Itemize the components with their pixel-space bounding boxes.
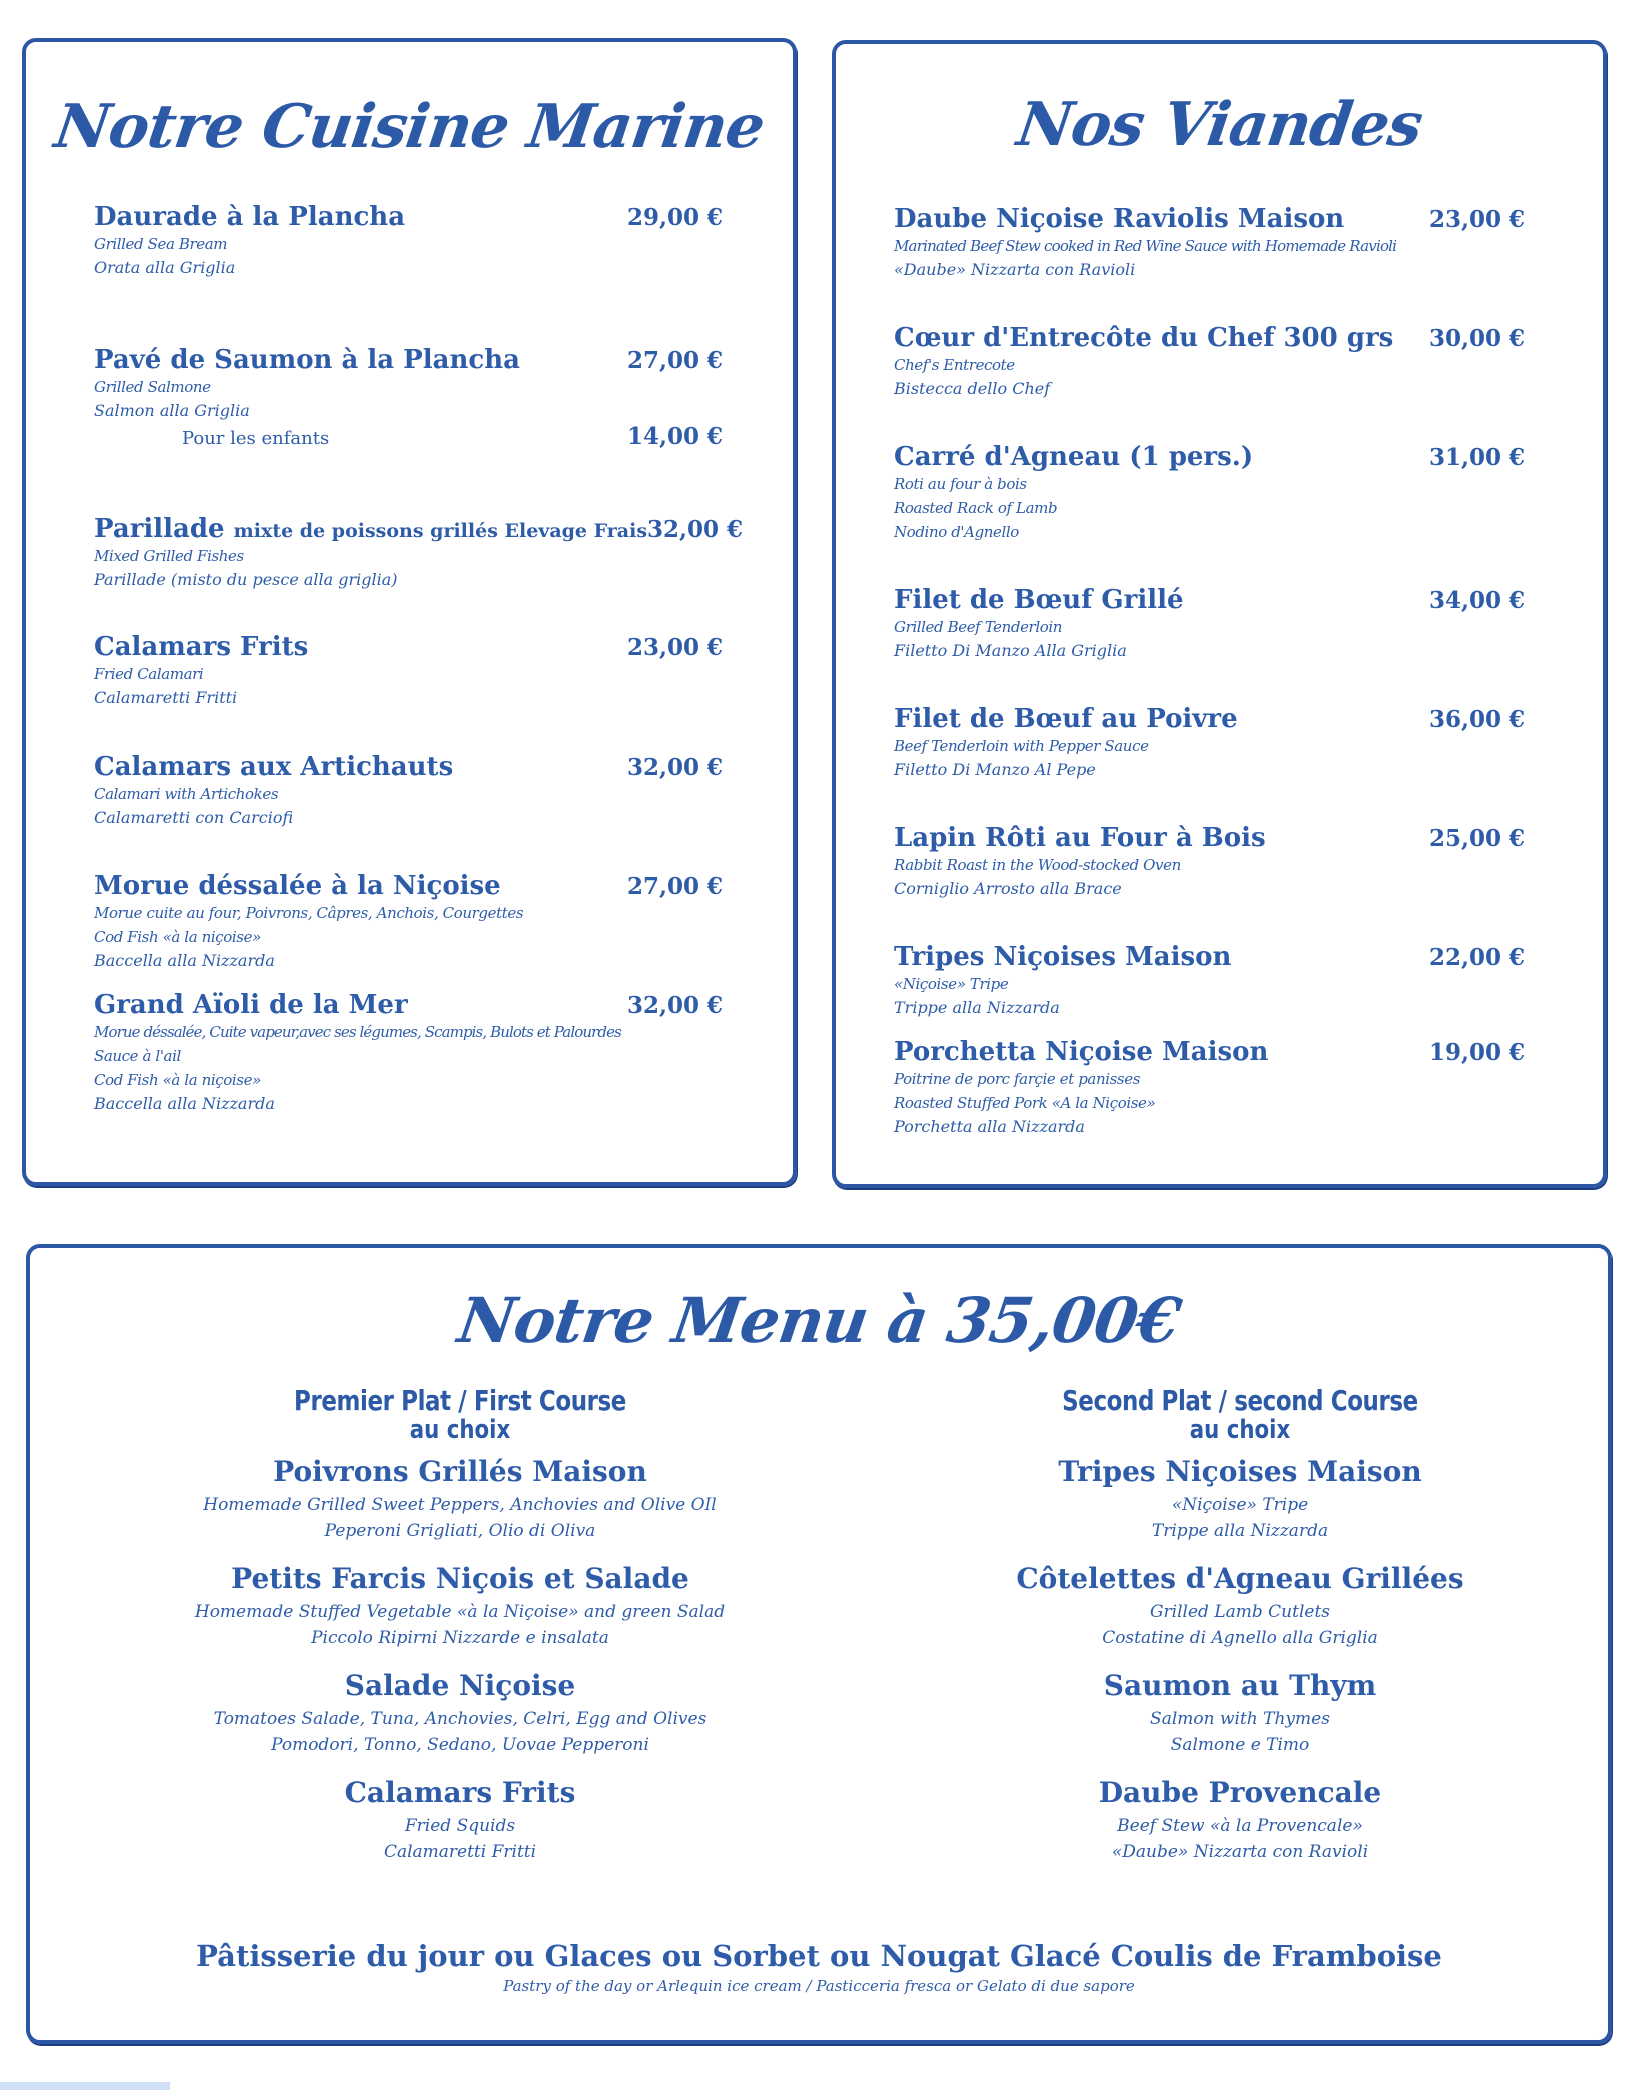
dish-desc-it: Trippe alla Nizzarda	[1151, 1521, 1329, 1541]
item-desc-en: Mixed Grilled Fishes	[94, 547, 244, 565]
dish-name: Poivrons Grillés Maison	[273, 1455, 647, 1488]
menu-item	[894, 942, 1525, 1020]
item-desc-en: Roasted Stuffed Pork «A la Niçoise»	[894, 1094, 1156, 1112]
item-desc-fr: Morue déssalée, Cuite vapeur,avec ses légumes, Scampis, Bulots et Palourdes	[94, 1023, 621, 1041]
dish-desc-en: Homemade Grilled Sweet Peppers, Anchovies and Olive OIl	[203, 1495, 717, 1515]
set-menu-panel	[26, 1244, 1612, 2044]
second-course-column	[910, 1386, 1570, 1880]
kids-price: 14,00 €	[626, 423, 723, 450]
item-desc-it: Filetto Di Manzo Alla Griglia	[894, 641, 1127, 660]
dish-desc-it: «Daube» Nizzarta con Ravioli	[1111, 1842, 1369, 1862]
dish-desc-it: Salmone e Timo	[1170, 1735, 1310, 1755]
dish-desc-it: Peperoni Grigliati, Olio di Oliva	[324, 1521, 596, 1541]
item-price: 27,00 €	[626, 873, 723, 900]
item-name-extra: mixte de poissons grillés Elevage Frais	[233, 520, 648, 542]
item-name: Daurade à la Plancha	[94, 202, 406, 232]
dish-desc-en: «Niçoise» Tripe	[1171, 1495, 1309, 1515]
menu-dish	[910, 1452, 1570, 1559]
item-name: Pavé de Saumon à la Plancha	[94, 345, 520, 375]
item-desc-it: Calamaretti con Carciofi	[94, 808, 294, 827]
item-desc-fr: Poitrine de porc farçie et panisses	[894, 1070, 1140, 1088]
seafood-panel	[22, 38, 797, 1186]
dish-name: Calamars Frits	[344, 1776, 576, 1809]
menu-dish	[110, 1773, 810, 1880]
item-desc-en: Rabbit Roast in the Wood-stocked Oven	[894, 856, 1181, 874]
item-price: 36,00 €	[1428, 706, 1525, 733]
menu-item	[94, 202, 723, 280]
item-desc-en: «Niçoise» Tripe	[894, 975, 1009, 993]
kids-label: Pour les enfants	[182, 428, 330, 449]
dish-desc-en: Tomatoes Salade, Tuna, Anchovies, Celri, Egg and Olives	[213, 1709, 707, 1729]
meats-title: Nos Viandes	[1012, 90, 1427, 160]
item-price: 23,00 €	[626, 634, 723, 661]
menu-dish	[110, 1452, 810, 1559]
item-desc-en: Grilled Salmone	[94, 378, 211, 396]
item-desc-it: Bistecca dello Chef	[894, 379, 1051, 398]
item-desc-it: Baccella alla Nizzarda	[94, 951, 275, 970]
dish-desc-en: Beef Stew «à la Provencale»	[1117, 1816, 1363, 1836]
kids-price-row	[94, 423, 723, 450]
item-name: Cœur d'Entrecôte du Chef 300 grs	[894, 323, 1394, 353]
item-name: Carré d'Agneau (1 pers.)	[894, 442, 1254, 472]
item-desc-en: Beef Tenderloin with Pepper Sauce	[894, 737, 1149, 755]
scan-edge-mark	[0, 2082, 170, 2090]
item-desc-it: Parillade (misto du pesce alla griglia)	[94, 570, 398, 589]
dish-desc-en: Fried Squids	[404, 1816, 516, 1836]
item-desc-en: Chef's Entrecote	[894, 356, 1015, 374]
dessert-desc: Pastry of the day or Arlequin ice cream / Pasticceria fresca or Gelato di due sapore	[503, 1977, 1135, 1995]
meats-panel	[832, 40, 1607, 1188]
item-desc-it: Nodino d'Agnello	[894, 523, 1019, 541]
menu-dish	[910, 1773, 1570, 1880]
dish-desc-it: Calamaretti Fritti	[383, 1842, 537, 1862]
item-name: Morue déssalée à la Niçoise	[94, 871, 501, 901]
item-desc-en: Grilled Sea Bream	[94, 235, 228, 253]
menu-item	[894, 323, 1525, 401]
first-course-heading: Premier Plat / First Course	[294, 1384, 626, 1417]
menu-item	[894, 585, 1525, 663]
dish-name: Daube Provencale	[1098, 1776, 1382, 1809]
item-price: 19,00 €	[1428, 1039, 1525, 1066]
item-name: Porchetta Niçoise Maison	[894, 1037, 1269, 1067]
second-course-subheading: au choix	[1189, 1415, 1291, 1445]
item-price: 29,00 €	[626, 204, 723, 231]
dish-name: Petits Farcis Niçois et Salade	[231, 1562, 689, 1595]
item-name: Filet de Bœuf Grillé	[894, 585, 1184, 615]
item-desc-it: Corniglio Arrosto alla Brace	[894, 879, 1122, 898]
item-desc-en: Grilled Beef Tenderloin	[894, 618, 1063, 636]
dessert-row	[30, 1936, 1608, 1996]
item-price: 25,00 €	[1428, 825, 1525, 852]
item-name: Grand Aïoli de la Mer	[94, 990, 408, 1020]
menu-item	[94, 990, 723, 1116]
first-course-column	[110, 1386, 810, 1880]
item-name: Lapin Rôti au Four à Bois	[894, 823, 1266, 853]
dish-desc-it: Piccolo Ripirni Nizzarde e insalata	[311, 1628, 609, 1648]
item-desc-fr: Morue cuite au four, Poivrons, Câpres, Anchois, Courgettes	[94, 904, 524, 922]
item-desc-en: Calamari with Artichokes	[94, 785, 279, 803]
dish-name: Saumon au Thym	[1103, 1669, 1377, 1702]
seafood-title: Notre Cuisine Marine	[50, 92, 769, 162]
dish-desc-it: Costatine di Agnello alla Griglia	[1102, 1628, 1378, 1648]
item-price: 34,00 €	[1428, 587, 1525, 614]
item-name: Daube Niçoise Raviolis Maison	[894, 204, 1345, 234]
dish-desc-en: Grilled Lamb Cutlets	[1149, 1602, 1331, 1622]
menu-dish	[110, 1559, 810, 1666]
item-price: 22,00 €	[1428, 944, 1525, 971]
first-course-subheading: au choix	[409, 1415, 511, 1445]
item-desc-en: Cod Fish «à la niçoise»	[94, 928, 261, 946]
menu-item	[94, 871, 723, 973]
item-desc-en: Cod Fish «à la niçoise»	[94, 1071, 261, 1089]
item-price: 32,00 €	[626, 992, 723, 1019]
menu-dish	[910, 1559, 1570, 1666]
item-desc-it: Filetto Di Manzo Al Pepe	[894, 760, 1096, 779]
menu-item	[94, 632, 723, 710]
item-name: Tripes Niçoises Maison	[894, 942, 1232, 972]
item-desc-it: Calamaretti Fritti	[94, 688, 238, 707]
dessert-name: Pâtisserie du jour ou Glaces ou Sorbet ou Nougat Glacé Coulis de Framboise	[196, 1939, 1442, 1973]
item-name: Calamars aux Artichauts	[94, 752, 454, 782]
dish-desc-en: Homemade Stuffed Vegetable «à la Niçoise» and green Salad	[194, 1602, 726, 1622]
dish-desc-it: Pomodori, Tonno, Sedano, Uovae Pepperoni	[271, 1735, 649, 1755]
menu-item	[894, 204, 1525, 282]
item-desc-en: Fried Calamari	[94, 665, 204, 683]
item-name: Calamars Frits	[94, 632, 309, 662]
menu-item	[94, 514, 744, 592]
item-desc-it: Porchetta alla Nizzarda	[894, 1117, 1085, 1136]
menu-item	[94, 345, 723, 450]
menu-item	[894, 442, 1525, 544]
item-price: 32,00 €	[647, 516, 744, 543]
item-desc-it: Orata alla Griglia	[94, 258, 236, 277]
item-price: 30,00 €	[1428, 325, 1525, 352]
item-name: Parillade mixte de poissons grillés Elevage Frais	[94, 514, 648, 544]
dish-name: Salade Niçoise	[344, 1669, 576, 1702]
item-desc-en: Marinated Beef Stew cooked in Red Wine Sauce with Homemade Ravioli	[894, 237, 1397, 255]
item-desc-it: Baccella alla Nizzarda	[94, 1094, 275, 1113]
item-price: 32,00 €	[626, 754, 723, 781]
item-desc-it: Salmon alla Griglia	[94, 401, 250, 420]
menu-dish	[910, 1666, 1570, 1773]
menu-item	[894, 823, 1525, 901]
dish-name: Côtelettes d'Agneau Grillées	[1016, 1562, 1464, 1595]
menu-dish	[110, 1666, 810, 1773]
item-desc-en: Roasted Rack of Lamb	[894, 499, 1058, 517]
menu-item	[94, 752, 723, 830]
set-menu-title: Notre Menu à 35,00€	[453, 1284, 1185, 1357]
item-desc-fr: Roti au four à bois	[894, 475, 1027, 493]
item-name: Filet de Bœuf au Poivre	[894, 704, 1238, 734]
item-desc-it: «Daube» Nizzarta con Ravioli	[894, 260, 1136, 279]
second-course-heading: Second Plat / second Course	[1062, 1384, 1418, 1417]
item-desc-it: Trippe alla Nizzarda	[894, 998, 1060, 1017]
dish-name: Tripes Niçoises Maison	[1058, 1455, 1422, 1488]
item-price: 27,00 €	[626, 347, 723, 374]
dish-desc-en: Salmon with Thymes	[1150, 1709, 1330, 1729]
menu-item	[894, 704, 1525, 782]
item-price: 23,00 €	[1428, 206, 1525, 233]
menu-item	[894, 1037, 1525, 1139]
item-price: 31,00 €	[1428, 444, 1525, 471]
item-desc-fr-2: Sauce à l'ail	[94, 1047, 181, 1065]
